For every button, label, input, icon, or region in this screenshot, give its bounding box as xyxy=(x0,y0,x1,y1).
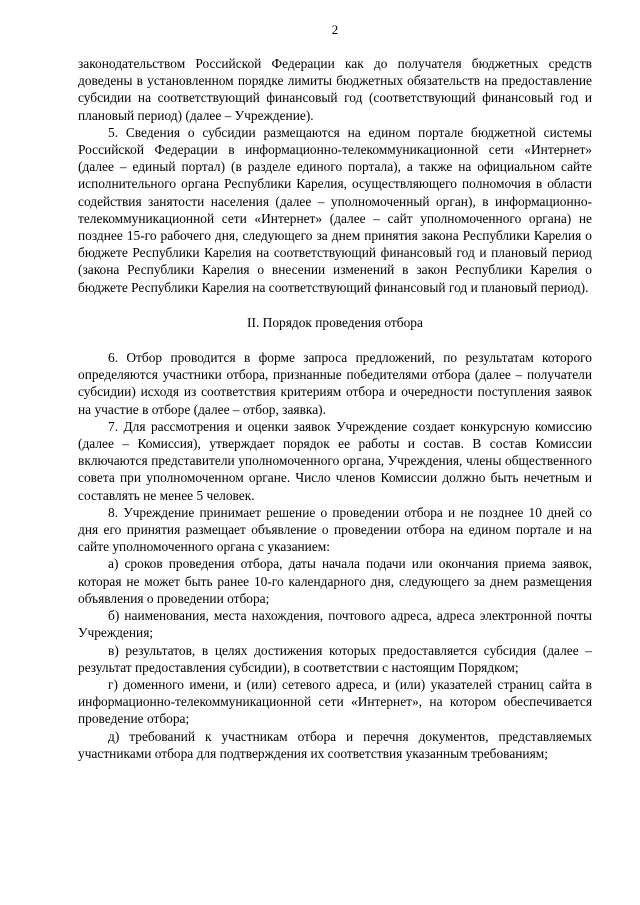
list-item-d: д) требований к участникам отбора и перечня документов, представляемых участниками отбора для подтверждения их соответствия указанным требованиям; xyxy=(78,728,592,761)
paragraph-7: 7. Для рассмотрения и оценки заявок Учреждение создает конкурсную комиссию (далее – Комиссия), утверждает порядок ее работы и состав. В состав Комиссии включаются представители уполномоченного органа, Учреждения, члены общественного совета при уполномоченном органе. Число членов Комиссии должно быть нечетным и составлять не менее 5 человек. xyxy=(78,418,592,503)
paragraph-8: 8. Учреждение принимает решение о проведении отбора и не позднее 10 дней со дня его принятия размещает объявление о проведении отбора на едином портале и на сайте уполномоченного органа с указанием: xyxy=(78,504,592,555)
paragraph-1: законодательством Российской Федерации как до получателя бюджетных средств доведены в установленном порядке лимиты бюджетных обязательств на предоставление субсидии на соответствующий финансовый год (соответствующий финансовый год и плановый период) (далее – Учреждение). xyxy=(78,56,592,123)
list-item-a: а) сроков проведения отбора, даты начала подачи или окончания приема заявок, которая не может быть ранее 10-го календарного дня, следующего за днем размещения объявления о проведении отбора; xyxy=(78,556,592,606)
page-number: 2 xyxy=(331,22,339,37)
paragraph-6: 6. Отбор проводится в форме запроса предложений, по результатам которого определяются участники отбора, признанные победителями отбора (далее – получатели субсидии) исходя из соответствия критериям отбора и очередности поступления заявок на участие в отборе (далее – отбор, заявка). xyxy=(78,350,592,417)
list-item-b: б) наименования, места нахождения, почтового адреса, адреса электронной почты Учреждения; xyxy=(78,608,592,641)
section-heading: II. Порядок проведения отбора xyxy=(247,314,423,330)
paragraph-5: 5. Сведения о субсидии размещаются на едином портале бюджетной системы Российской Федерации в информационно-телекоммуникационной сети «Интернет» (далее – единый портал) (в разделе единого портала), а также на официальном сайте исполнительного органа Республики Карелия, осуществляющего полномочия в области содействия занятости населения (далее – уполномоченный орган), в информационно-телекоммуникационной сети «Интернет» (далее – сайт уполномоченного органа) не позднее 15-го рабочего дня, следующего за днем принятия закона Республики Карелия о бюджете Республики Карелия на соответствующий финансовый год и плановый период (закона Республики Карелия о внесении изменений в закон Республики Карелия о бюджете Республики Карелия на соответствующий финансовый год и плановый период). xyxy=(78,124,592,295)
list-item-v: в) результатов, в целях достижения которых предоставляется субсидия (далее – результат предоставления субсидии), в соответствии с настоящим Порядком; xyxy=(78,642,592,675)
list-item-g: г) доменного имени, и (или) сетевого адреса, и (или) указателей страниц сайта в информационно-телекоммуникационной сети «Интернет», на котором обеспечивается проведение отбора; xyxy=(78,676,592,727)
